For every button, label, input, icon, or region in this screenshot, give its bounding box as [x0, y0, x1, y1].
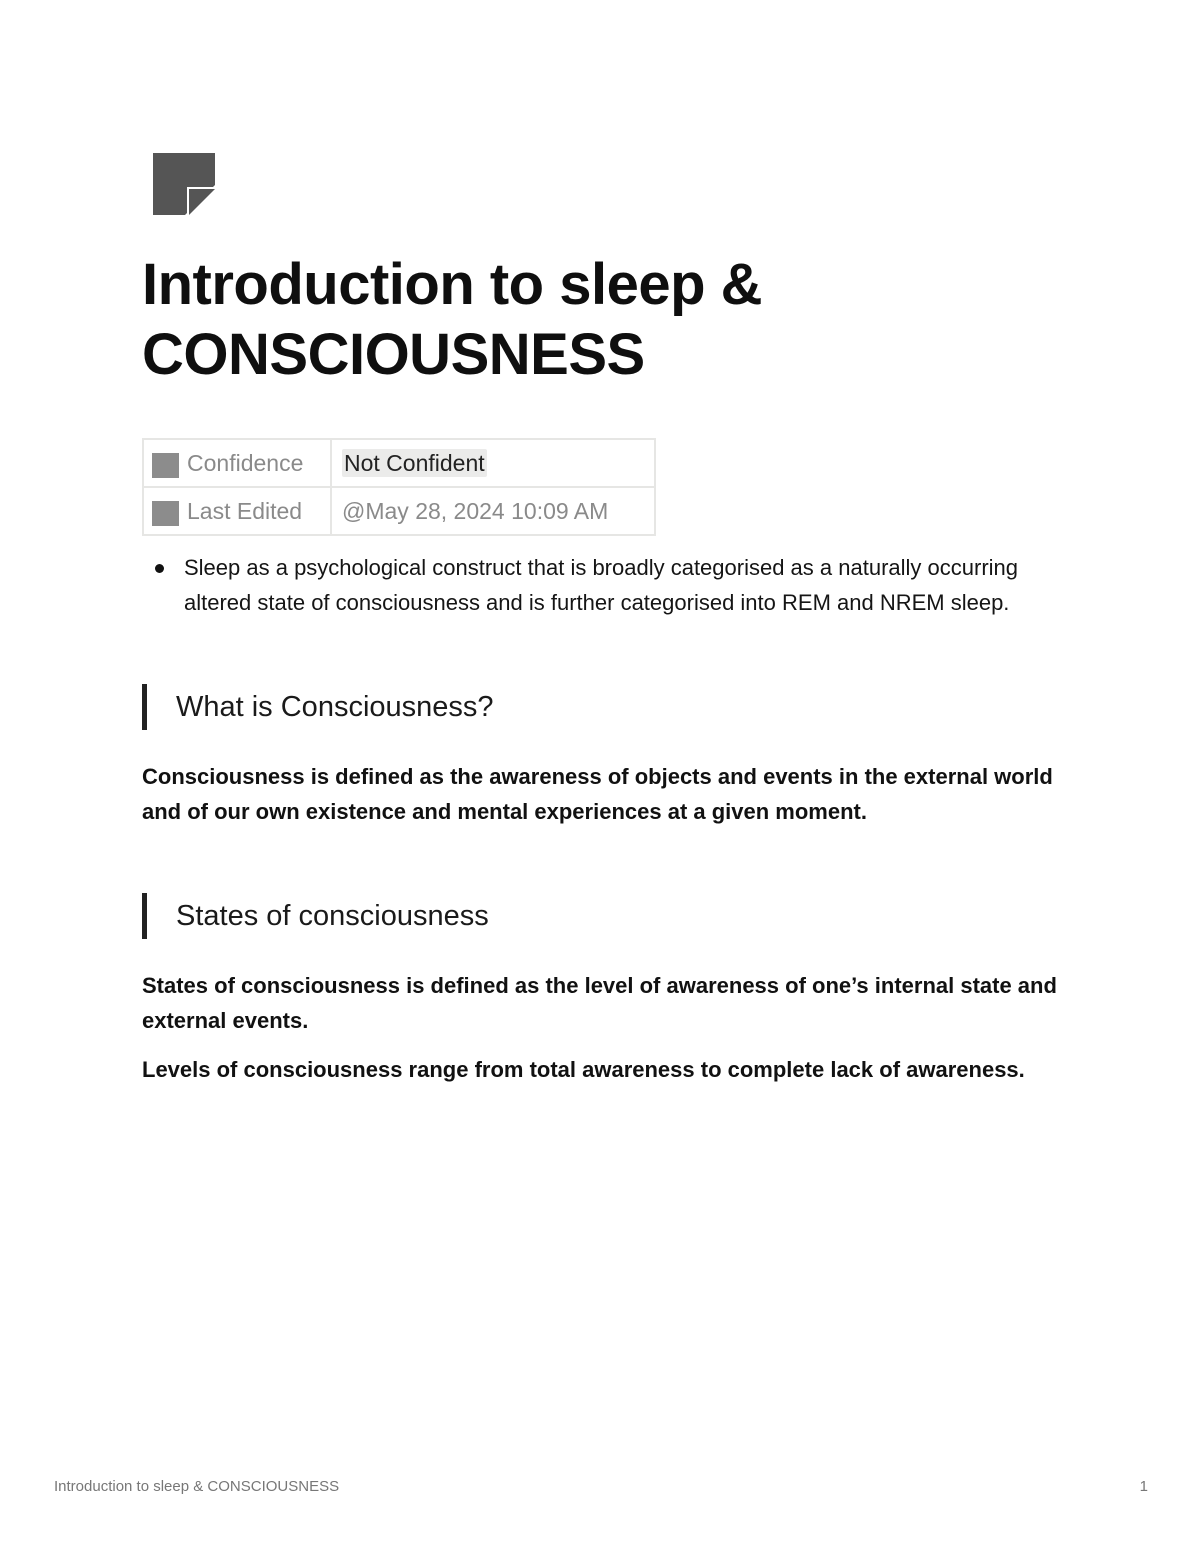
page-icon [153, 153, 215, 215]
property-row-confidence [143, 439, 655, 487]
list-item-text: Sleep as a psychological construct that is broadly categorised as a naturally occurring altered state of consciousness and is further categorised into REM and NREM sleep. [184, 555, 1019, 615]
states-definition-paragraph: States of consciousness is defined as the level of awareness of one’s internal state and external events. [142, 973, 1057, 1033]
section-heading-states-of-consciousness: States of consciousness [142, 893, 1042, 939]
property-row-last-edited [143, 487, 655, 535]
property-key-cell [143, 439, 331, 487]
confidence-select-tag[interactable]: Not Confident [344, 449, 485, 476]
page-title: Introduction to sleep & CONSCIOUSNESS [142, 252, 763, 387]
property-key-cell [143, 487, 331, 535]
property-value-cell [331, 487, 655, 535]
property-value-cell[interactable] [331, 439, 655, 487]
properties-table [142, 438, 656, 536]
bullet-list [142, 550, 1062, 620]
square-icon [152, 453, 179, 478]
section-heading-what-is-consciousness: What is Consciousness? [142, 684, 1042, 730]
bullet-icon [155, 564, 164, 573]
footer-title: Introduction to sleep & CONSCIOUSNESS [54, 1478, 340, 1495]
last-edited-date: @May 28, 2024 10:09 AM [342, 497, 609, 524]
square-icon [152, 501, 179, 526]
levels-paragraph: Levels of consciousness range from total awareness to complete lack of awareness. [142, 1057, 1025, 1082]
property-key-label: Last Edited [187, 497, 303, 524]
footer-page-number: 1 [1139, 1478, 1148, 1495]
list-item [142, 550, 1062, 620]
definition-paragraph: Consciousness is defined as the awareness of objects and events in the external world and of our own existence and mental experiences at a given moment. [142, 764, 1053, 824]
property-key-label: Confidence [187, 449, 304, 476]
